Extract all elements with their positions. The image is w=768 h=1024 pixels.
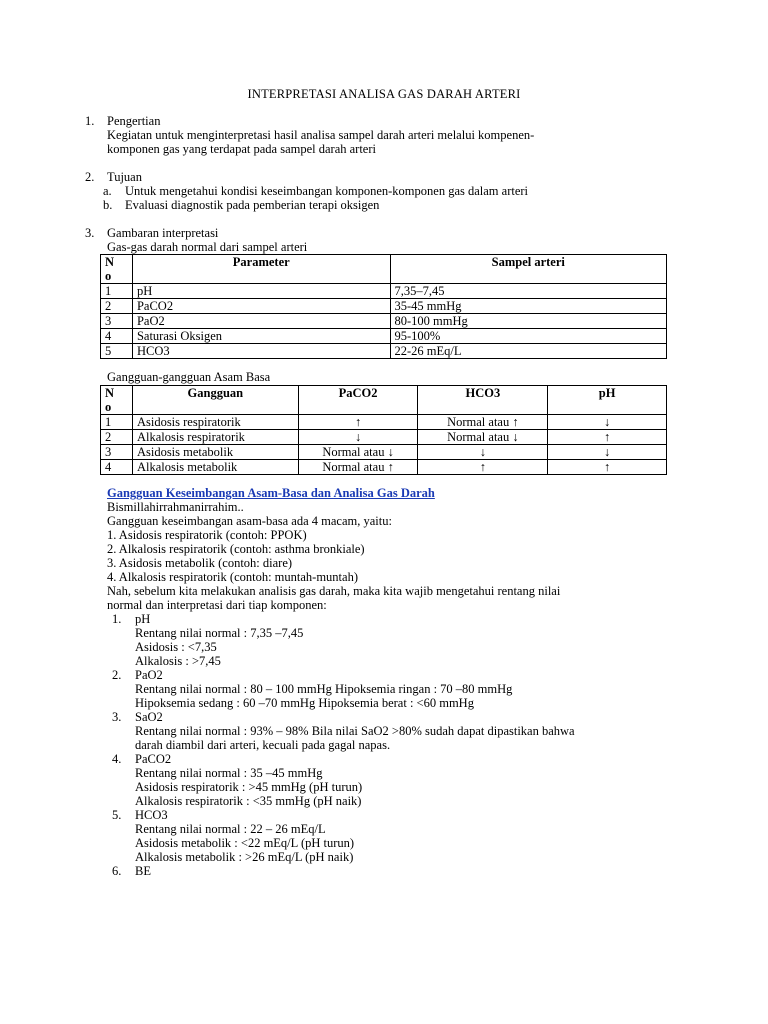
article-line: 4. Alkalosis respiratorik (contoh: muntah-muntah) xyxy=(107,570,358,584)
table2-caption-wrap xyxy=(85,370,685,384)
component-item xyxy=(107,710,687,752)
section-line: komponen gas yang terdapat pada sampel darah arteri xyxy=(107,142,376,156)
component-detail: Asidosis metabolik : <22 mEq/L (pH turun) xyxy=(135,836,355,850)
section-heading: Pengertian xyxy=(107,114,161,128)
component-number: 2. xyxy=(112,668,122,682)
section-tujuan xyxy=(85,170,685,212)
list-text: Untuk mengetahui kondisi keseimbangan komponen-komponen gas dalam arteri xyxy=(125,184,529,198)
section-number: 1. xyxy=(85,114,95,128)
component-number: 1. xyxy=(112,612,122,626)
component-item xyxy=(107,612,687,668)
component-number: 4. xyxy=(112,752,122,766)
component-heading: BE xyxy=(135,864,151,878)
section-pengertian xyxy=(85,114,685,156)
table-cell: 4 xyxy=(101,329,133,344)
table-cell: 80-100 mmHg xyxy=(390,314,667,329)
table-cell: HCO3 xyxy=(132,344,390,359)
component-number: 6. xyxy=(112,864,122,878)
table-cell: 7,35–7,45 xyxy=(390,284,667,299)
article-line: Gangguan keseimbangan asam-basa ada 4 macam, yaitu: xyxy=(107,514,392,528)
table-header-row xyxy=(101,386,667,415)
table-cell: Alkalosis respiratorik xyxy=(132,430,298,445)
table-cell: ↓ xyxy=(418,445,548,460)
section-line: Kegiatan untuk menginterpretasi hasil analisa sampel darah arteri melalui kompenen- xyxy=(107,128,535,142)
table-cell: Normal atau ↑ xyxy=(298,460,418,475)
table-cell: 22-26 mEq/L xyxy=(390,344,667,359)
table-cell: 1 xyxy=(101,415,133,430)
component-item xyxy=(107,752,687,808)
component-heading: pH xyxy=(135,612,151,626)
component-detail: Alkalosis metabolik : >26 mEq/L (pH naik) xyxy=(135,850,354,864)
article-line: Nah, sebelum kita melakukan analisis gas darah, maka kita wajib mengetahui rentang nilai xyxy=(107,584,561,598)
component-heading: PaO2 xyxy=(135,668,163,682)
article-line: Bismillahirrahmanirrahim.. xyxy=(107,500,244,514)
table-row xyxy=(101,284,667,299)
table-cell: ↓ xyxy=(298,430,418,445)
table-cell: 4 xyxy=(101,460,133,475)
normal-values-table xyxy=(100,254,667,359)
component-detail: Rentang nilai normal : 35 –45 mmHg xyxy=(135,766,323,780)
table-header: pH xyxy=(548,386,667,415)
component-detail: darah diambil dari arteri, kecuali pada gagal napas. xyxy=(135,738,391,752)
table-cell: Asidosis metabolik xyxy=(132,445,298,460)
table-cell: 2 xyxy=(101,430,133,445)
table-cell: 1 xyxy=(101,284,133,299)
table-cell: PaCO2 xyxy=(132,299,390,314)
table-row xyxy=(101,415,667,430)
table-row xyxy=(101,314,667,329)
table-cell: Asidosis respiratorik xyxy=(132,415,298,430)
list-label: b. xyxy=(103,198,113,212)
table-cell: 5 xyxy=(101,344,133,359)
table-row xyxy=(101,344,667,359)
table-cell: ↑ xyxy=(298,415,418,430)
table-cell: 95-100% xyxy=(390,329,667,344)
article xyxy=(107,486,687,878)
component-item xyxy=(107,864,687,878)
table-header: N o xyxy=(101,386,133,415)
component-item xyxy=(107,668,687,710)
section-number: 2. xyxy=(85,170,95,184)
table-cell: PaO2 xyxy=(132,314,390,329)
component-detail: Alkalosis respiratorik : <35 mmHg (pH naik) xyxy=(135,794,362,808)
table-header-row xyxy=(101,255,667,284)
component-number: 5. xyxy=(112,808,122,822)
article-line: 2. Alkalosis respiratorik (contoh: asthma bronkiale) xyxy=(107,542,365,556)
table-cell: ↑ xyxy=(548,430,667,445)
table-cell: ↓ xyxy=(548,415,667,430)
table-cell: 3 xyxy=(101,314,133,329)
article-line: normal dan interpretasi dari tiap komponen: xyxy=(107,598,327,612)
table-cell: Normal atau ↓ xyxy=(418,430,548,445)
section-heading: Gambaran interpretasi xyxy=(107,226,219,240)
table-cell: ↑ xyxy=(418,460,548,475)
component-detail: Rentang nilai normal : 80 – 100 mmHg Hipoksemia ringan : 70 –80 mmHg xyxy=(135,682,513,696)
list-label: a. xyxy=(103,184,112,198)
section-gambaran xyxy=(85,226,685,254)
section-number: 3. xyxy=(85,226,95,240)
list-item xyxy=(85,184,685,198)
table-cell: Normal atau ↓ xyxy=(298,445,418,460)
component-heading: HCO3 xyxy=(135,808,168,822)
table-cell: ↑ xyxy=(548,460,667,475)
component-detail: Rentang nilai normal : 93% – 98% Bila nilai SaO2 >80% sudah dapat dipastikan bahwa xyxy=(135,724,575,738)
component-heading: PaCO2 xyxy=(135,752,172,766)
table-row xyxy=(101,329,667,344)
list-text: Evaluasi diagnostik pada pemberian terapi oksigen xyxy=(125,198,380,212)
table-cell: pH xyxy=(132,284,390,299)
table-cell: Normal atau ↑ xyxy=(418,415,548,430)
table-header: HCO3 xyxy=(418,386,548,415)
component-detail: Asidosis : <7,35 xyxy=(135,640,217,654)
component-number: 3. xyxy=(112,710,122,724)
component-detail: Rentang nilai normal : 7,35 –7,45 xyxy=(135,626,304,640)
component-detail: Alkalosis : >7,45 xyxy=(135,654,221,668)
table-cell: 3 xyxy=(101,445,133,460)
table-header: N o xyxy=(101,255,133,284)
component-item xyxy=(107,808,687,864)
table-cell: Saturasi Oksigen xyxy=(132,329,390,344)
table-header: Parameter xyxy=(132,255,390,284)
section-heading: Tujuan xyxy=(107,170,142,184)
table-cell: 2 xyxy=(101,299,133,314)
article-line: 3. Asidosis metabolik (contoh: diare) xyxy=(107,556,293,570)
component-detail: Asidosis respiratorik : >45 mmHg (pH turun) xyxy=(135,780,363,794)
table-row xyxy=(101,299,667,314)
table-cell: 35-45 mmHg xyxy=(390,299,667,314)
list-item xyxy=(85,198,685,212)
component-detail: Rentang nilai normal : 22 – 26 mEq/L xyxy=(135,822,326,836)
component-detail: Hipoksemia sedang : 60 –70 mmHg Hipoksemia berat : <60 mmHg xyxy=(135,696,474,710)
table1-caption: Gas-gas darah normal dari sampel arteri xyxy=(107,240,308,254)
table2-caption: Gangguan-gangguan Asam Basa xyxy=(107,370,271,384)
table-row xyxy=(101,460,667,475)
table-cell: ↓ xyxy=(548,445,667,460)
component-heading: SaO2 xyxy=(135,710,163,724)
article-line: 1. Asidosis respiratorik (contoh: PPOK) xyxy=(107,528,307,542)
document-title: INTERPRETASI ANALISA GAS DARAH ARTERI xyxy=(247,87,521,101)
article-link[interactable]: Gangguan Keseimbangan Asam-Basa dan Analisa Gas Darah xyxy=(107,486,435,500)
acid-base-table xyxy=(100,385,667,475)
table-cell: Alkalosis metabolik xyxy=(132,460,298,475)
table-header: PaCO2 xyxy=(298,386,418,415)
table-row xyxy=(101,430,667,445)
table-row xyxy=(101,445,667,460)
table-header: Gangguan xyxy=(132,386,298,415)
table-header: Sampel arteri xyxy=(390,255,667,284)
